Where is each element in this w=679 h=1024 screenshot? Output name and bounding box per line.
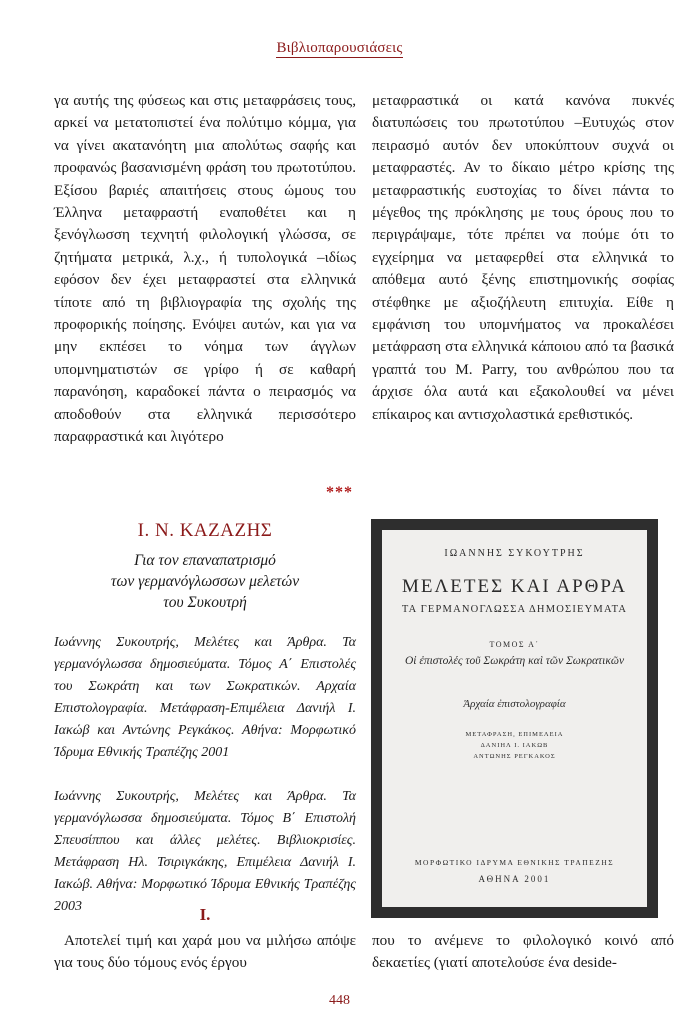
cover-genre: Ἀρχαία ἐπιστολογραφία xyxy=(463,698,566,710)
cover-volume-title: Οἱ ἐπιστολές τοῦ Σωκράτη καὶ τῶν Σωκρατικῶν xyxy=(404,655,625,667)
running-header xyxy=(0,40,679,57)
cover-place-year: ΑΘΗΝΑ 2001 xyxy=(478,874,551,884)
bibliographic-entry-2: Ιωάννης Συκουτρής, Μελέτες και Άρθρα. Τα γερμανόγλωσσα δημοσιεύματα. Τόμος Β΄ Επιστολή Σπευσίππου και άλλες μελέτες. Βιβλιοκρισίες. Μετάφραση Ηλ. Τσιριγκάκης, Επιμέλεια Δανιήλ Ι. Ιακώβ. Αθήνα: Μορφωτικό Ίδρυμα Εθνικής Τραπέζης 2003 xyxy=(54,789,356,914)
bottom-right-paragraph: που το ανέμενε το φιλολογικό κοινό από δεκαετίες (γιατί αποτελούσε ένα deside- xyxy=(372,932,674,972)
subtitle-line: των γερμανόγλωσσων μελετών xyxy=(110,573,300,590)
cover-credit-line: ΔΑΝΙΗΛ Ι. ΙΑΚΩΒ xyxy=(480,742,549,749)
page-number: 448 xyxy=(329,993,350,1008)
cover-credits xyxy=(382,729,647,762)
review-subtitle xyxy=(54,550,356,613)
section-heading: Ι. xyxy=(199,905,211,924)
top-left-paragraph: γα αυτής της φύσεως και στις μεταφράσεις τους, αρκεί να μετατοπιστεί ένα πολύτιμο κόμμα, για να γίνει ακατανόητη μια απολύτως σαφής και προφανώς βασανισμένη φράση του πρωτοτύπου. Εξίσου βαριές απαιτήσεις στους ώμους του Έλληνα μεταφραστή εναποθέτει και η ξενόγλωσση τεχνητή φιλολογική γλώσσα, σε ζητήματα μετρικά, λ.χ., ή τυπολογικά –ιδίως εφόσον δεν έχει μεταφραστεί στα ελληνικά τίποτε από τη βιβλιογραφία της σχολής της προφορικής ποίησης. Ενόψει αυτών, και για να μην εκπέσει το νόημα των άγγλων υπομνηματιστών σε γρίφο ή σε καθαρή παρανόηση, καραδοκεί πάντα ο πειρασμός να αποδοθούν στα ελληνικά περισσότερο παραφραστικά και λιγότερο xyxy=(54,92,356,446)
cover-credit-line: ΑΝΤΩΝΗΣ ΡΕΓΚΑΚΟΣ xyxy=(473,753,556,760)
bottom-left-paragraph: Αποτελεί τιμή και χαρά μου να μιλήσω απόψε για τους δύο τόμους ενός έργου xyxy=(54,932,356,972)
cover-author: ΙΩΑΝΝΗΣ ΣΥΚΟΥΤΡΗΣ xyxy=(444,548,585,559)
review-author: Ι. Ν. ΚΑΖΑΖΗΣ xyxy=(137,520,273,541)
bibliographic-entry-1: Ιωάννης Συκουτρής, Μελέτες και Άρθρα. Τα γερμανόγλωσσα δημοσιεύματα. Τόμος Α΄ Επιστολές του Σωκράτη και των Σωκρατικών. Αρχαία Επιστολογραφία. Μετάφραση-Επιμέλεια Δανιήλ Ι. Ιακώβ και Αντώνης Ρεγκάκος. Αθήνα: Μορφωτικό Ίδρυμα Εθνικής Τραπέζης 2001 xyxy=(54,635,356,760)
section-separator: *** xyxy=(326,484,353,501)
cover-publisher: ΜΟΡΦΩΤΙΚΟ ΙΔΡΥΜΑ ΕΘΝΙΚΗΣ ΤΡΑΠΕΖΗΣ xyxy=(414,858,615,867)
top-right-paragraph: μεταφραστικά οι κατά κανόνα πυκνές διατυπώσεις του πρωτοτύπου –Ευτυχώς στον πειρασμό αυτόν δεν υποκύπτουν συχνά οι μεταφραστές. Αν το δίκαιο μέτρο κρίσης της μεταφραστικής ευστοχίας το δίνει πάντα το μέγεθος της πρόκλησης με τους όρους που το περιγράψαμε, τότε πρέπει να πούμε ότι το εγχείρημα να μεταφερθεί στα ελληνικά το απόθεμα αυτό ξένης επιστημονικής σοφίας στέφθηκε με αξιοζήλευτη επιτυχία. Είθε η εμφάνιση του υπομνήματος να προκαλέσει μετάφραση στα ελληνικά κάποιου από τα βασικά γραπτά του M. Parry, του ανθρώπου που τα άρχισε όλα αυτά και εξακολουθεί να μένει επίκαιρος και αντισχολαστικά ερεθιστικός. xyxy=(372,92,674,423)
cover-title: ΜΕΛΕΤΕΣ ΚΑΙ ΑΡΘΡΑ xyxy=(402,576,627,597)
bottom-right-column xyxy=(372,930,674,975)
cover-volume: ΤΟΜΟΣ Α΄ xyxy=(489,640,540,649)
running-title: Βιβλιοπαρουσιάσεις xyxy=(276,40,403,56)
top-right-column xyxy=(372,90,674,426)
subtitle-line: του Συκουτρή xyxy=(163,594,247,611)
cover-subtitle: ΤΑ ΓΕΡΜΑΝΟΓΛΩΣΣΑ ΔΗΜΟΣΙΕΥΜΑΤΑ xyxy=(401,604,628,615)
subtitle-line: Για τον επαναπατρισμό xyxy=(134,552,276,569)
cover-credit-line: ΜΕΤΑΦΡΑΣΗ, ΕΠΙΜΕΛΕΙΑ xyxy=(465,731,564,738)
top-left-column xyxy=(54,90,356,449)
bottom-left-column xyxy=(54,930,356,975)
book-cover-image xyxy=(371,519,658,918)
book-cover-page xyxy=(382,530,647,907)
